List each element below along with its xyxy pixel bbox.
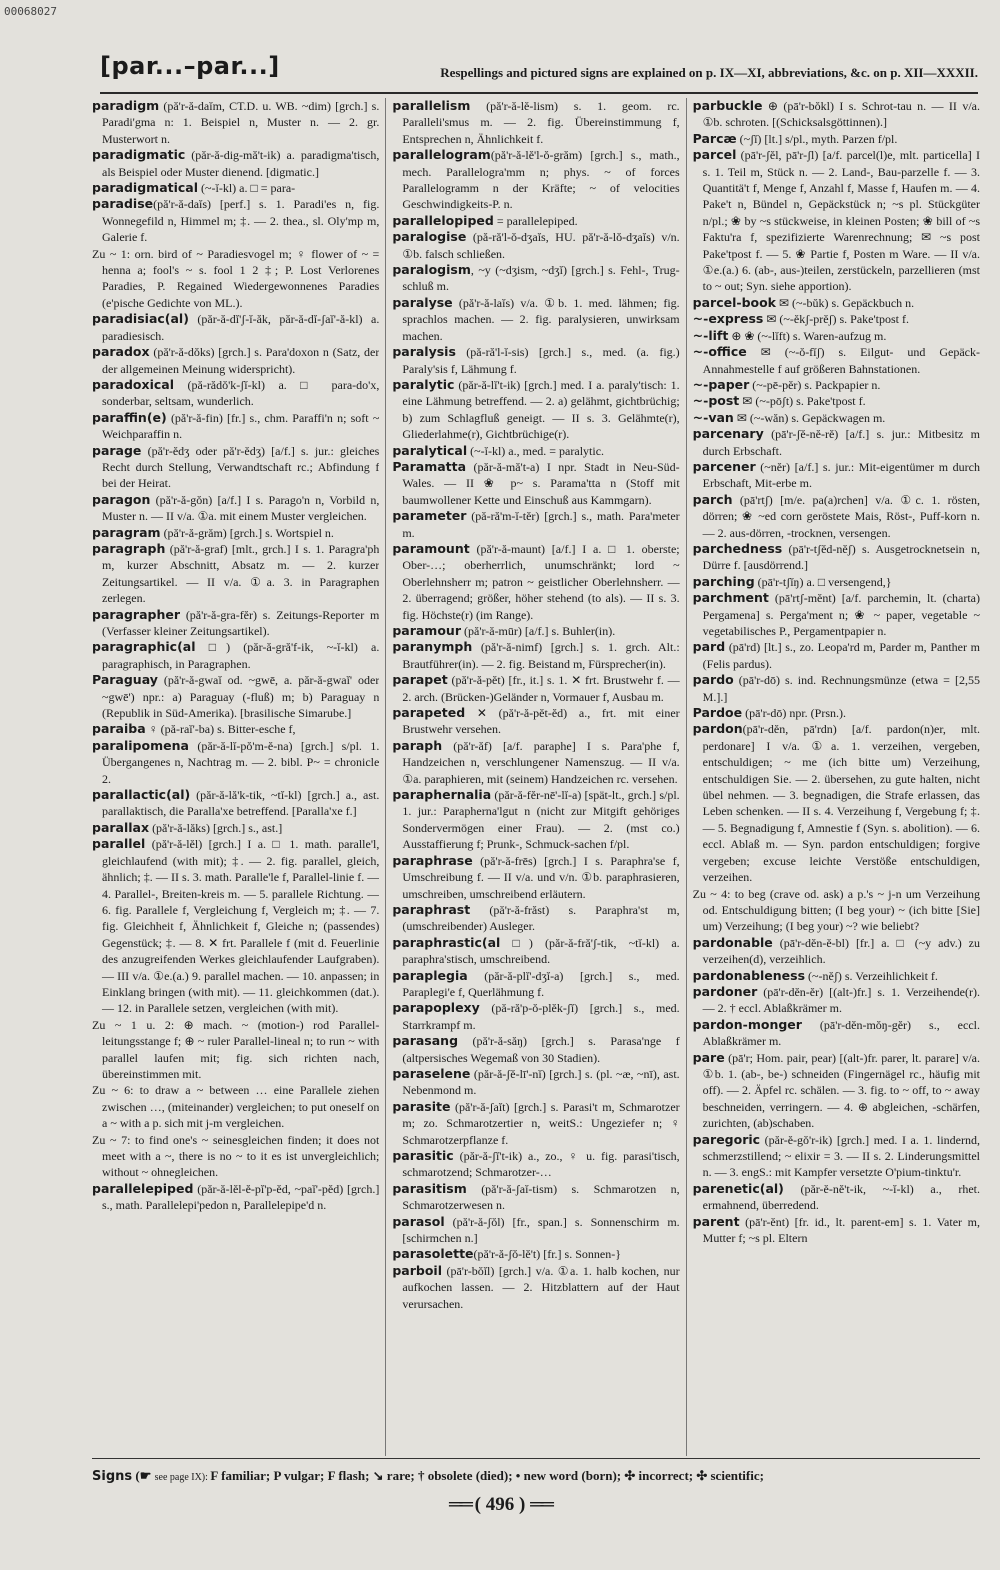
headword: parapeted — [392, 705, 466, 721]
dictionary-entry — [392, 1000, 679, 1033]
entry-body: ✉ (~-pōʃt) s. Pake'tpost f. — [739, 394, 866, 409]
dictionary-entry — [392, 295, 679, 344]
headword: paradox — [92, 344, 150, 360]
headword: ~-express — [692, 311, 764, 327]
headword: paragraph — [92, 540, 166, 556]
headword: paraphrastic(al — [392, 934, 501, 950]
dictionary-entry — [392, 541, 679, 623]
entry-body: (pă'r-ă-gŏn) [a/f.] I s. Parago'n n, Vorbild n, Muster n. — II v/a. ①a. mit einem Muster vergleichen. — [102, 492, 380, 524]
dictionary-entry — [92, 820, 379, 836]
entry-body: (păr-ă-fĕr-nē'-lĭ-a) [spät-lt., grch.] s/pl. 1. jur.: Parapherna'lgut n (nicht zur Mitgift gehöriges Sondervermögen einer Frau). — 2. (mst co.) Ausstaffierung f; Prunk-, Schmuck-sachen f/pl. — [402, 788, 680, 852]
entry-body: (~nĕr) [a/f.] s. jur.: Mit-eigentümer m durch Erbschaft, Mit-erbe m. — [702, 459, 980, 491]
entry-body: (pă-rădŏ'k-ʃĭ-kl) a. □ para-do'x, sonderbar, seltsam, wunderlich. — [102, 377, 380, 409]
dictionary-entry — [92, 98, 379, 147]
entry-body: (pă'r-ă-graf) [mlt., grch.] I s. 1. Paragra'ph m, kurzer Abschnitt, Absatz m. — 2. kurzer Zeitungsartikel. — II v/a. ①a. 3. in Paragraphen zerlegen. — [102, 541, 380, 606]
entry-body: ♀ (pă-raĭ'-ba) s. Bitter-esche f, — [145, 722, 296, 737]
entry-body: (pă'r-ă-lăks) [grch.] s., ast.] — [149, 820, 283, 835]
dictionary-entry — [392, 935, 679, 968]
headword: Pardoe — [692, 705, 743, 721]
headword: parallactic(al) — [92, 787, 191, 803]
entry-body: , ~y (~dʒism, ~dʒĭ) [grch.] s. Fehl-, Trug-schluß m. — [402, 263, 680, 294]
dictionary-entry — [392, 147, 679, 213]
dictionary-entry — [693, 672, 980, 705]
dictionary-entry — [693, 147, 980, 295]
entry-body: (pā'r-bŏĭl) [grch.] v/a. ①a. 1. halb kochen, nur aufkochen lassen. — 2. Hitzblattern auf der Haut verursachen. — [402, 1263, 680, 1311]
entry-body: ✉ (~-wăn) s. Gepäckwagen m. — [733, 410, 886, 425]
dictionary-entry — [693, 410, 980, 426]
dictionary-entry — [392, 459, 679, 508]
dictionary-entry — [693, 344, 980, 377]
entry-body: (pă'r-ă-maunt) [a/f.] I a. □ 1. oberste; Ober-…; oberherrlich, unumschränkt; lord ~ Oberlehnsherr m; patron ~ geistlicher Oberlehnsherr. — 2. überragend; größer, höher stehend (to als). — II s. 3. fig. Höchste(r) (im Range). — [402, 541, 680, 622]
headword: parching — [692, 573, 755, 589]
entry-body: (pă'r-ă-daĭs) [perf.] s. 1. Paradi'es n, fig. Wonnegefild n, Himmel m; ‡. — 2. thea., sl. Oly'mp m, Galerie f. — [102, 197, 380, 245]
dictionary-entry — [693, 705, 980, 721]
dictionary-entry — [92, 1082, 379, 1131]
entry-body: (pă'r-ă-lĕ'l-ŏ-grăm) [grch.] s., math., mech. Parallelogra'mm n; phys. ~ of forces Parallelogramm n der Kräfte; ~ of velocities Geschwindigkeits-P. n. — [402, 148, 680, 212]
dictionary-entry — [392, 443, 679, 459]
entry-body: (pă-ră'p-ŏ-plĕk-ʃĭ) [grch.] s., med. Starrkrampf m. — [402, 1001, 680, 1032]
headword: paramount — [392, 540, 470, 556]
entry-body: (pă'r-ă-fin) [fr.] s., chm. Paraffi'n n; soft ~ Weichparaffin n. — [102, 410, 380, 442]
signs-label: Signs — [92, 1469, 133, 1484]
dictionary-entry — [392, 1246, 679, 1262]
entry-body: (păr-ă-lă'k-tik, ~tĭ-kl) [grch.] a., ast. parallaktisch, die Paralla'xe betreffend. [Paralla'xe f.] — [102, 788, 380, 819]
entry-body: (pă'r-ă-laĭs) v/a. ①b. 1. med. lähmen; fig. sprachlos machen. — 2. fig. paralysieren, unwirksam machen. — [402, 295, 680, 343]
dictionary-entry — [92, 492, 379, 525]
entry-body: (pā'rd) [lt.] s., zo. Leopa'rd m, Parder m, Panther m (Felis pardus). — [702, 640, 980, 671]
headword: paradigmatic — [92, 147, 186, 163]
headword: paraplegia — [392, 967, 468, 983]
entry-body: (păr-ă-lĕl-ĕ-pĭ'p-ĕd, ~paĭ'-pĕd) [grch.] s., math. Parallelepi'pedon n, Parallelepipe'd n. — [102, 1181, 380, 1213]
headword: pardo — [692, 672, 734, 688]
page-number: ( 496 ) — [474, 1494, 526, 1515]
entry-body: (pă'r-ă-gra-fĕr) s. Zeitungs-Reporter m (Verfasser kleiner Zeitungsartikel). — [102, 607, 380, 638]
headword: parcenary — [692, 426, 764, 442]
headword: Paraguay — [92, 672, 158, 688]
entry-body: (pă'r-ă-daĭm, CT.D. u. WB. ~dim) [grch.] s. Paradi'gma n: 1. Beispiel n, Muster n. — 2. gr. Musterwort n. — [102, 99, 380, 146]
headword: parasolette — [392, 1246, 474, 1262]
entry-body: (pā'r-dō) npr. (Prsn.). — [742, 706, 847, 721]
entry-body: (păr-ă-ʃĭ't-ik) a., zo., ♀ u. fig. parasi'tisch, schmarotzend; Schmarotzer-… — [402, 1149, 680, 1180]
page-number-line — [0, 1494, 1000, 1516]
entry-body: ⊕ (pā'r-bŏkl) I s. Schrot-tau n. — II v/a. ①b. schroten. [(Schicksalsgöttinnen).] — [702, 99, 980, 130]
entry-body: (pā'r-dō) s. ind. Rechnungsmünze (etwa = [2,55 M.].] — [702, 673, 980, 704]
dictionary-entry — [392, 672, 679, 705]
entry-body: (pā'r-dĕn-mŏŋ-gĕr) s., eccl. Ablaßkrämer m. — [702, 1017, 980, 1049]
headword: paralogise — [392, 229, 467, 245]
entry-body: (pā'r-dĕn-ĕ-bl) [fr.] a. □ (~y adv.) zu verzeihen(d), verzeihlich. — [702, 935, 980, 967]
dictionary-entry — [693, 426, 980, 459]
entry-body: (pă'r-ă-lĕ-lism) s. 1. geom. rc. Paralleli'smus m. — 2. fig. Übereinstimmung f, Entsprechen n, Ähnlichkeit f. — [402, 99, 680, 146]
dictionary-entry — [92, 410, 379, 443]
headword: ~-lift — [692, 327, 729, 343]
headword: parasitic — [392, 1148, 454, 1163]
signs-legend — [92, 1468, 980, 1484]
entry-body: □) (păr-ă-gră'f-ik, ~-ĭ-kl) a. paragraphisch, in Paragraphen. — [102, 640, 380, 671]
entry-body: Zu ~ 4: to beg (crave od. ask) a p.'s ~ j-n um Verzeihung od. Entschuldigung bitten; (I beg your) ~ (ich bitte [Sie] um) Verzeihung; (I beg your) ~? wie beliebt? — [692, 886, 980, 934]
entry-body: (pă'r-ă-frēs) [grch.] I s. Paraphra'se f, Umschreibung f. — II v/a. und v/n. ①b. paraphrasieren, umschreiben, umschreibend erläutern. — [402, 853, 680, 901]
headword: paraph — [392, 737, 443, 753]
dictionary-entry — [693, 492, 980, 541]
dictionary-entry — [392, 1181, 679, 1214]
headword: parch — [692, 491, 733, 507]
headword: pardoner — [692, 983, 758, 999]
dictionary-entry — [92, 1017, 379, 1083]
entry-body: (pă-ră'l-ĭ-sis) [grch.] s., med. (a. fig.) Paraly'sis f, Lähmung f. — [402, 345, 680, 376]
entry-body: (pă'r-ă-grăm) [grch.] s. Wortspiel n. — [160, 525, 334, 540]
entry-body: (păr-ă-dig-mă't-ik) a. paradigma'tisch, als Beispiel oder Muster dienend. [digmatic.] — [102, 148, 380, 179]
entry-body: (pā'r-tʃĭŋ) a. □ versengend,} — [754, 574, 892, 589]
page-header — [100, 52, 978, 94]
headword: paralysis — [392, 344, 456, 360]
entry-body: (~-ĭ-kl) a., med. = paralytic. — [467, 443, 605, 458]
entry-body: (pă'r-ă-nimf) [grch.] s. 1. grch. Alt.: Brautführer(in). — 2. fig. Beistand m, Fürsprecher(in). — [402, 640, 680, 671]
signs-text: F familiar; P vulgar; F flash; ↘ rare; † obsolete (died); • new word (born); ✣ incorrect; ✣ scientific; — [210, 1468, 764, 1483]
headword: parboil — [392, 1262, 442, 1278]
dictionary-entry — [693, 311, 980, 327]
entry-body: (păr-ă-lĭ-pŏ'm-ĕ-na) [grch.] s/pl. 1. Übergangenes n, Nachtrag m. — 2. bibl. P~ = chronicle 2. — [102, 738, 380, 786]
dictionary-entry — [693, 1132, 980, 1181]
scan-id: 00068027 — [4, 5, 57, 18]
headword: parage — [92, 442, 142, 458]
headword: ~-office — [692, 344, 747, 360]
headword: parapet — [392, 672, 448, 688]
entry-body: Zu ~ 7: to find one's ~ seinesgleichen finden; it does not meet with a ~, there is no ~ to it es ist unvergleichlich; without ~ ohnegleichen. — [92, 1132, 380, 1180]
dictionary-entry — [92, 1181, 379, 1214]
entry-body: (pā'r-dĕn, pā'rdn) [a/f. pardon(n)er, mlt. perdonare] I v/a. ①a. 1. verzeihen, vergeben, entschuldigen; ~ me (ich bitte um) Verzeihung, entschuldigen Sie. — 2. übersehen, zu gute halten, nicht übel nehmen. — 3. begnadigen, die Strafe erlassen, das Leben schenken. — II s. 4. Verzeihung f, Vergebung f; ‡. — 5. Begnadigung f, Amnestie f (Syn. s. abolition). — 6. eccl. Ablaß m. — Syn. pardon entschuldigen; forgive vergeben; excuse leichte Verstöße entschuldigen, verzeihen. — [702, 722, 980, 885]
dictionary-entry — [693, 574, 980, 590]
headword: parasitism — [392, 1180, 467, 1196]
dictionary-entry — [693, 590, 980, 639]
entry-body: ✉ (~-ŏ-fĭʃ) s. Eilgut- und Gepäck-Annahmestelle f auf größeren Bahnstationen. — [702, 345, 980, 376]
dictionary-entry — [693, 984, 980, 1017]
entry-body: (pă'r-ă-frăst) s. Paraphra'st m, (umschreibender) Ausleger. — [402, 902, 680, 934]
dictionary-entry — [92, 377, 379, 410]
headword: paraphernalia — [392, 787, 492, 803]
dictionary-entry — [392, 902, 679, 935]
dictionary-entry — [392, 508, 679, 541]
headword: pardonableness — [692, 967, 806, 983]
headword: paraphrast — [392, 901, 471, 917]
dictionary-entry — [92, 1132, 379, 1181]
dictionary-entry — [92, 541, 379, 607]
dictionary-entry — [392, 262, 679, 295]
headword: pardonable — [692, 934, 773, 950]
dictionary-entry — [392, 377, 679, 443]
entry-body: (pă'r-ă-mūr) [a/f.] s. Buhler(in). — [461, 624, 616, 638]
entry-body: (păr-ă-dĭ'ʃ-ĭ-ăk, păr-ă-dĭ-ʃaĭ'-ă-kl) a. paradiesisch. — [102, 312, 380, 343]
entry-body: (pă'r-ă-ʃaĭ-tism) s. Schmarotzen n, Schmarotzerwesen n. — [402, 1181, 680, 1213]
dictionary-entry — [392, 1148, 679, 1181]
headword: parallelepiped — [92, 1180, 194, 1196]
headword: paragraphic(al — [92, 639, 196, 655]
entry-body: □) (păr-ă-fră'ʃ-tik, ~tĭ-kl) a. paraphra'stisch, umschreibend. — [402, 935, 680, 967]
dictionary-entry — [392, 623, 679, 639]
headword: paradigm — [92, 98, 160, 113]
entry-body: ✉ (~-ĕkʃ-prĕʃ) s. Pake'tpost f. — [763, 312, 910, 327]
dictionary-entry — [392, 968, 679, 1001]
entry-body: Zu ~ 1 u. 2: ⊕ mach. ~ (motion-) rod Parallel-leitungsstange f; ⊕ ~ ruler Parallel-lineal n; to run ~ with parallel laufen mit; fig. sich richten nach, übereinstimmen mit. — [92, 1017, 380, 1081]
entry-body: ✕ (pă'r-ă-pĕt-ĕd) a., frt. mit einer Brustwehr versehen. — [402, 706, 680, 737]
headword: parcel — [692, 147, 737, 163]
dictionary-entry — [693, 98, 980, 131]
signs-note: see page IX): — [154, 1472, 211, 1483]
entry-body: ✉ (~-bŭk) s. Gepäckbuch n. — [776, 295, 915, 310]
entry-body: = parallelepiped. — [493, 213, 578, 228]
dictionary-entry — [392, 229, 679, 262]
entry-body: (păr-ă-lĭ't-ik) [grch.] med. I a. paraly'tisch: 1. eine Lähmung betreffend. — 2. a) gelähmt, gichtbrüchig; b) zum Schlagfluß geneigt. — II s. 3. Gelähmte(r), Gliederlahme(r), Gichtbrüchige(r). — [402, 377, 680, 442]
entry-body: (pā'rtʃ-mĕnt) [a/f. parchemin, lt. (charta) Pergamena] s. Perga'ment n; ❀ ~ paper, vegetable ~ vegetabilisches P., Pergamentpapier n. — [702, 591, 980, 638]
entry-body: (pă-ră'l-ŏ-dʒaĭs, HU. pă'r-ă-lŏ-dʒaĭs) v/n. ①b. falsch schließen. — [402, 230, 680, 261]
entry-body: (pā'r-dĕn-ĕr) [(alt-)fr.] s. 1. Verzeihende(r). — 2. † eccl. Ablaßkrämer m. — [702, 984, 980, 1016]
entry-body: (pă'r-ă-ʃŏ-lĕ't) [fr.] s. Sonnen-} — [473, 1247, 621, 1262]
headword: pardon — [692, 721, 743, 737]
headword: parallelopiped — [392, 212, 494, 228]
entry-body: (păr-ă-mă't-a) I npr. Stadt in Neu-Süd-Wales. — II ❀ p~ s. Parama'tta n (Stoff mit baumwollener Kette und Einschuß aus Kammgarn). — [402, 459, 680, 507]
double-rule-icon: ══ — [530, 1494, 552, 1515]
headword: paragon — [92, 491, 151, 507]
headword: paragram — [92, 524, 161, 540]
entry-body: ⊕ ❀ (~-lĭft) s. Waren-aufzug m. — [728, 328, 887, 343]
headword: parcener — [692, 458, 756, 474]
headword: parallelism — [392, 98, 471, 113]
headword: paraffin(e) — [92, 409, 167, 425]
dictionary-entry — [392, 344, 679, 377]
dictionary-entry — [693, 1017, 980, 1050]
headword: Paramatta — [392, 458, 467, 474]
dictionary-entry — [92, 196, 379, 245]
headword: paraphrase — [392, 852, 473, 868]
headword: Parcæ — [692, 130, 737, 146]
headword: parasol — [392, 1213, 445, 1229]
headword: pare — [692, 1049, 725, 1065]
headword: paralytic — [392, 376, 455, 392]
entry-body: (pā'r; Hom. pair, pear) [(alt-)fr. parer, lt. parare] v/a. ①b. 1. (ab-, be-) schneiden (Fingernägel rc., häufig mit off). — 2. Äpfel rc. schälen. — 3. fig. to ~ off, to ~ away beschneiden, verringern. — 4. ⊕ abgleichen, -schärfen, zurichten, (ab)schaben. — [702, 1050, 980, 1131]
dictionary-entry — [693, 541, 980, 574]
dictionary-entry — [92, 147, 379, 180]
dictionary-entry — [392, 213, 679, 229]
entry-body: (pă'r-ăf) [a/f. paraphe] I s. Para'phe f, Handzeichen n, verschlungener Namenszug. — II v/a. ①a. paraphieren, mit (seinem) Handzeichen rc. versehen. — [402, 738, 680, 786]
dictionary-entry — [693, 459, 980, 492]
entry-body: Zu ~ 6: to draw a ~ between … eine Parallele ziehen zwischen …, (miteinander) vergleichen; to put oneself on a ~ with a p. sich mit j-m vergleichen. — [92, 1083, 380, 1131]
headword: ~-post — [692, 393, 740, 409]
dictionary-entry — [693, 968, 980, 984]
entry-body: (pă'r-ă-săŋ) [grch.] s. Parasa'nge f (altpersisches Wegemaß von 30 Stadien). — [402, 1034, 680, 1065]
dictionary-entry — [92, 311, 379, 344]
entry-body: (păr-ă-ʃĕ-lī'-nĭ) [grch.] s. (pl. ~æ, ~nī), ast. Nebenmond m. — [402, 1066, 680, 1098]
column-middle — [385, 98, 679, 1456]
headword: paradigmatical — [92, 180, 199, 196]
dictionary-entry — [693, 328, 980, 344]
entry-body: (păr-ĕ-gŏ'r-ik) [grch.] med. I a. 1. lindernd, schmerzstillend; ~ elixir = 3. — II s. 2. Linderungsmittel n. — 3. engS.: mit Kampfer versetzte O'pium-tinktu'r. — [702, 1132, 980, 1180]
dictionary-entry — [92, 607, 379, 640]
entry-body: (păr-ĕ-nĕ't-ik, ~-ĭ-kl) a., rhet. ermahnend, überredend. — [702, 1181, 980, 1213]
headword: parameter — [392, 508, 467, 524]
dictionary-entry — [392, 1263, 679, 1312]
dictionary-entry — [693, 1050, 980, 1132]
dictionary-entry — [693, 1214, 980, 1247]
headword: parallax — [92, 819, 150, 835]
headword: paralipomena — [92, 737, 189, 753]
entry-body: (pā'r-tʃĕd-nĕʃ) s. Ausgetrocknetsein n, Dürre f. [ausdörrend.] — [702, 541, 980, 573]
dictionary-entry — [693, 886, 980, 935]
headword: paramour — [392, 623, 461, 638]
dictionary-entry — [693, 721, 980, 885]
headword: parchedness — [692, 540, 783, 556]
headword: parchment — [692, 590, 769, 606]
dictionary-entry — [392, 98, 679, 147]
headword: paralytical — [392, 442, 468, 458]
headword: parallelogram — [392, 147, 491, 163]
headword: parasite — [392, 1098, 451, 1114]
entry-body: (pā'r-ʃĕl, pā'r-ʃl) [a/f. parcel(l)e, mlt. particella] I s. 1. Teil m, Stück n. — 2. Land-, Bau-parzelle f. — 3. Quantitä't f, Menge f, Anzahl f, Masse f, Haufen m. — 4. Pake't n, Bündel n, Gepäckstück n; ~s pl. Stückgüter n/pl.; ❀ by ~s stückweise, in kleinen Posten; ❀ bill of ~s Faktu'ra f, spezifizierte Warenrechnung; ✉ ~s post Pake'tpost f. — 5. ❀ Partie f, Posten m Ware. — II v/a. ①e.(a.) 6. (ab-, aus-)teilen, zerstückeln, parzellieren (mst to ~ out; Syn. siehe apportion). — [702, 148, 980, 294]
dictionary-entry — [92, 836, 379, 1016]
column-right — [686, 98, 980, 1456]
dictionary-entry — [392, 1066, 679, 1099]
entry-body: (pă'r-ă-pĕt) [fr., it.] s. 1. ✕ frt. Brustwehr f. — 2. arch. (Brücken-)Geländer n, Vormauer f, Ausbau m. — [402, 673, 680, 704]
dictionary-entry — [92, 672, 379, 721]
dictionary-entry — [392, 1099, 679, 1148]
headword: paregoric — [692, 1131, 761, 1147]
headword: ~-paper — [692, 376, 750, 392]
dictionary-entry — [693, 393, 980, 409]
column-left — [92, 98, 379, 1456]
headword: paraiba — [92, 721, 146, 737]
footer-rule — [92, 1458, 980, 1459]
headword: parbuckle — [692, 98, 763, 113]
entry-body: (pă-ră'm-ĭ-tĕr) [grch.] s., math. Para'meter m. — [402, 509, 680, 540]
entry-body: (~-pē-pĕr) s. Packpapier n. — [749, 377, 881, 392]
entry-body: (~-ĭ-kl) a. □ = para- — [198, 181, 296, 196]
headword: ~-van — [692, 409, 734, 425]
dictionary-entry — [92, 738, 379, 787]
header-note: Respellings and pictured signs are explained on p. IX—XI, abbreviations, &c. on p. XII—XXXII. — [440, 65, 978, 80]
entry-body: (păr-ă-plĭ'-dʒĭ-a) [grch.] s., med. Paraplegi'e f, Querlähmung f. — [402, 968, 680, 999]
headword: parallel — [92, 836, 146, 852]
dictionary-entry — [693, 377, 980, 393]
guide-words: [par...–par...] — [100, 52, 280, 80]
dictionary-entry — [693, 639, 980, 672]
headword: paragrapher — [92, 606, 181, 622]
dictionary-entry — [92, 787, 379, 820]
entry-body: (pă'r-ă-lĕl) [grch.] I a. □ 1. math. paralle'l, gleichlaufend (with mit); ‡. — 2. fig. parallel, gleich, ähnlich; ‡. — II s. 3. math. Paralle'le f, Parallel-linie f. — 4. Parallel-, Breiten-kreis m. — 5. parallele Richtung. — 6. fig. Parallele f, Vergleichung f, Vergleich m; ‡. — 7. fig. Gleichheit f, Ähnlichkeit f, Gleiche n; (passendes) Gegenstück; ‡. — 8. ✕ frt. Parallele f (mit d. Feuerlinie des anzugreifenden Werkes gleichlaufender Laufgraben). — III v/a. ①e.(a.) 9. parallel machen. — 10. anpassen; in Einklang bringen (with mit). — 11. gleichkommen (dat.). — 12. in Parallele setzen, vergleichen (with mit). — [102, 837, 380, 1016]
headword: parapoplexy — [392, 1000, 480, 1016]
headword: paraselene — [392, 1065, 471, 1081]
dictionary-entry — [92, 525, 379, 541]
dictionary-entry — [693, 1181, 980, 1214]
dictionary-entry — [392, 787, 679, 853]
dictionary-entry — [392, 738, 679, 787]
entry-body: (~ʃĭ) [lt.] s/pl., myth. Parzen f/pl. — [736, 131, 898, 146]
entry-body: (pā'rtʃ) [m/e. pa(a)rchen] v/a. ①c. 1. rösten, dörren; ❀ ~ed corn geröstete Mais, Röst-, Puff-korn n. — 2. aus-dörren, -trocknen, versengen. — [702, 492, 980, 540]
entry-body: (pă'r-ă-gwaĭ od. ~gwē, a. păr-ă-gwaĭ' oder ~gwē') npr.: a) Paraguay (-fluß) m; b) Paraguay n (Republik in Süd-Amerika). [brasilische Simarube.] — [102, 673, 380, 721]
headword: pard — [692, 639, 726, 655]
headword: pardon-monger — [692, 1016, 802, 1032]
entry-body: (pă'r-ă-ʃaĭt) [grch.] s. Parasi't m, Schmarotzer m; zo. Schmarotzertier n, weitS.: Ungeziefer n; ♀ Schmarotzerpflanze f. — [402, 1099, 680, 1147]
dictionary-entry — [92, 639, 379, 672]
entry-body: Zu ~ 1: orn. bird of ~ Paradiesvogel m; ♀ flower of ~ = henna a; fool's ~ s. fool 1 2 ‡; P. Lost Verlorenes Paradies, P. Regained Wiedergewonnenes Paradies (e'pische Gedichte von ML.). — [92, 246, 380, 310]
dictionary-entry — [92, 246, 379, 312]
headword: parasang — [392, 1033, 459, 1049]
headword: parent — [692, 1213, 740, 1229]
headword: paralogism — [392, 262, 471, 278]
entry-body: (pă'r-ă-dŏks) [grch.] s. Para'doxon n (Satz, der der allgemeinen Meinung widerspricht). — [102, 345, 380, 376]
dictionary-entry — [92, 180, 379, 196]
dictionary-entry — [392, 1214, 679, 1247]
headword: parcel-book — [692, 294, 776, 310]
entry-body: (pă'r-ĕdʒ oder pă'r-ĕdʒ) [a/f.] s. jur.: gleiches Recht durch Stellung, Verwandtschaft rc.; Abfindung f bei der Heirat. — [102, 443, 380, 491]
headword: parenetic(al) — [692, 1180, 784, 1196]
dictionary-entry — [92, 721, 379, 737]
headword: paradise — [92, 196, 154, 212]
dictionary-entry — [392, 639, 679, 672]
dictionary-entry — [392, 705, 679, 738]
double-rule-icon: ══ — [448, 1494, 470, 1515]
headword: paradoxical — [92, 376, 174, 392]
entry-body: (~-nĕʃ) s. Verzeihlichkeit f. — [805, 968, 938, 983]
dictionary-entry — [92, 344, 379, 377]
dictionary-entry — [693, 295, 980, 311]
pointing-hand-icon: (☛ — [135, 1468, 152, 1483]
dictionary-entry — [92, 443, 379, 492]
dictionary-entry — [693, 131, 980, 147]
dictionary-entry — [392, 853, 679, 902]
entry-body: (pā'r-ʃĕ-nĕ-rĕ) [a/f.] s. jur.: Mitbesitz m durch Erbschaft. — [702, 427, 980, 458]
entry-body: (pā'r-ĕnt) [fr. id., lt. parent-em] s. 1. Vater m, Mutter f; ~s pl. Eltern — [702, 1214, 980, 1246]
dictionary-entry — [392, 1033, 679, 1066]
dictionary-entry — [693, 935, 980, 968]
dictionary-columns — [92, 98, 980, 1456]
headword: paralyse — [392, 294, 453, 310]
headword: paranymph — [392, 639, 473, 655]
headword: paradisiac(al) — [92, 311, 189, 327]
entry-body: (pă'r-ă-ʃŏl) [fr., span.] s. Sonnenschirm m. [schirmchen n.] — [402, 1214, 680, 1246]
